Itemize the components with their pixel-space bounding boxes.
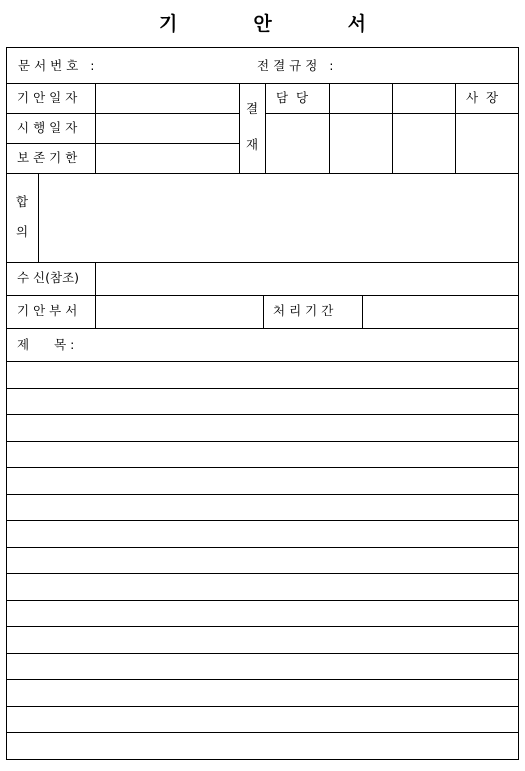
col-dept-divider <box>95 295 96 328</box>
approval-rule-label: 전결규정 : <box>257 58 338 73</box>
col-approval-left <box>239 83 240 173</box>
ruled-line <box>6 441 519 442</box>
ruled-line <box>6 494 519 495</box>
title-char-1: 기 <box>158 13 178 35</box>
col-approval-3 <box>392 83 393 173</box>
col-approval-side <box>265 83 266 173</box>
ruled-line <box>6 679 519 680</box>
col-receiver-divider <box>95 262 96 295</box>
ruled-line <box>6 388 519 389</box>
title-char-2: 안 <box>253 13 272 35</box>
col-agreement-divider <box>38 173 39 262</box>
divider-row-2 <box>6 143 239 144</box>
ruled-line <box>6 547 519 548</box>
col-label-divider <box>95 83 96 173</box>
retention-label: 보존기한 <box>17 150 82 165</box>
divider-subject-bottom <box>6 361 519 362</box>
ruled-line <box>6 520 519 521</box>
divider-header <box>6 83 519 84</box>
document-title <box>0 9 525 36</box>
exec-date-label: 시행일자 <box>17 120 82 135</box>
ruled-line <box>6 626 519 627</box>
divider-dept-bottom <box>6 328 519 329</box>
col-deadline-left <box>263 295 264 328</box>
subject-label: 제 목 : <box>17 337 75 352</box>
approval-side-top: 결 <box>246 101 259 116</box>
approval-side-bottom: 재 <box>246 137 259 152</box>
draft-date-label: 기안일자 <box>17 90 82 105</box>
doc-number-label: 문서번호 : <box>18 58 99 73</box>
charge-label: 담 당 <box>276 90 309 105</box>
divider-row-1 <box>6 113 239 114</box>
deadline-label: 처리기간 <box>273 303 338 318</box>
col-approval-4 <box>455 83 456 173</box>
receiver-label: 수 신(참조) <box>17 270 80 285</box>
ruled-line <box>6 414 519 415</box>
title-char-3: 서 <box>347 13 367 35</box>
ruled-line <box>6 600 519 601</box>
agreement-bottom: 의 <box>16 224 29 239</box>
divider-agreement-bottom <box>6 262 519 263</box>
agreement-top: 합 <box>16 194 29 209</box>
dept-label: 기안부서 <box>17 303 82 318</box>
president-label: 사 장 <box>466 90 499 105</box>
ruled-line <box>6 573 519 574</box>
ruled-line <box>6 732 519 733</box>
ruled-line <box>6 653 519 654</box>
col-deadline-right <box>362 295 363 328</box>
col-approval-2 <box>329 83 330 173</box>
divider-approval-bottom <box>6 173 519 174</box>
ruled-line <box>6 467 519 468</box>
ruled-line <box>6 706 519 707</box>
